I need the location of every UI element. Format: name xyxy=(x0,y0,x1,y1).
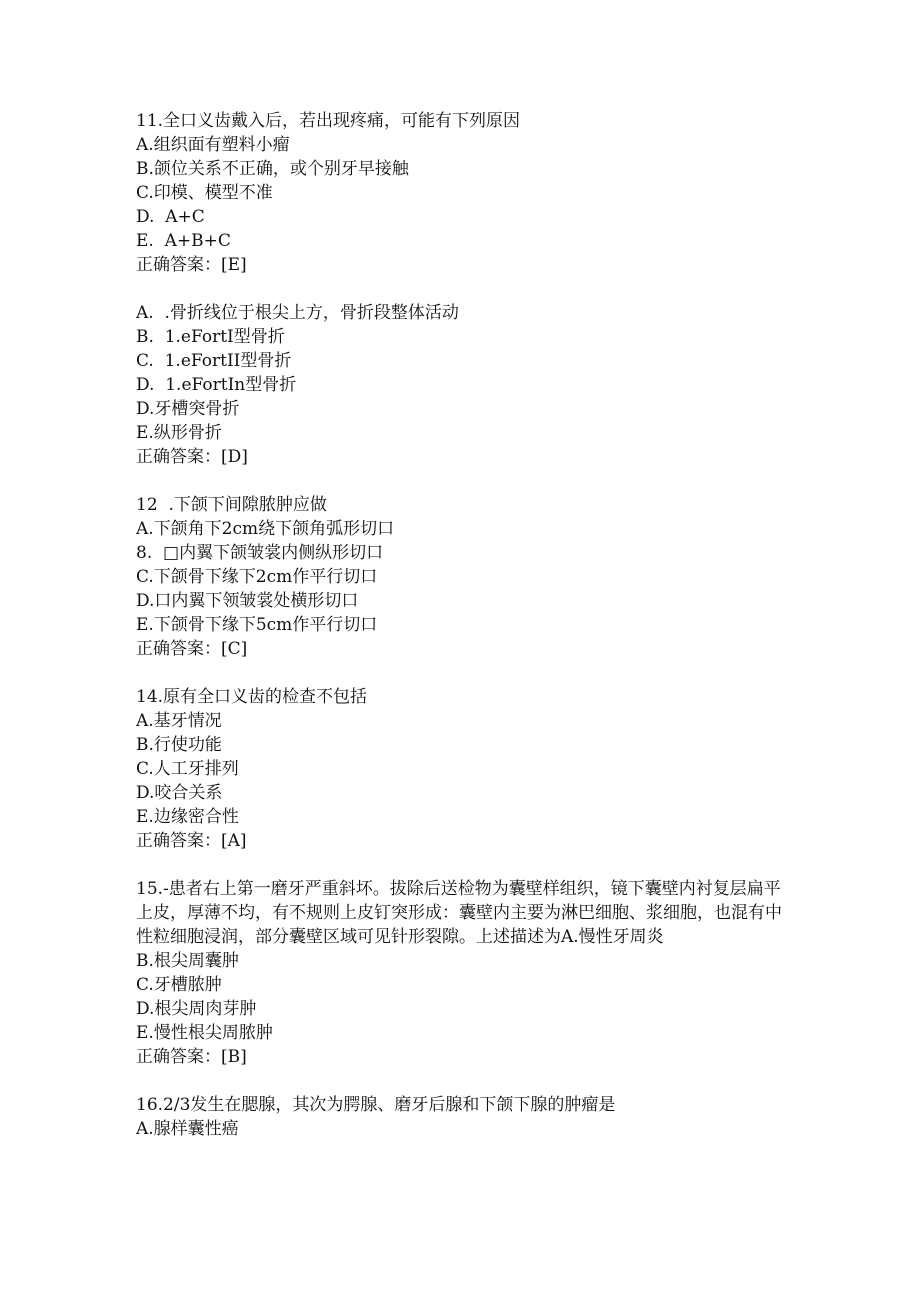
option-line: C.人工牙排列 xyxy=(136,759,239,779)
question-block xyxy=(136,109,786,277)
answer-line: 正确答案：[A] xyxy=(136,831,247,851)
question-stem: 15.-患者右上第一磨牙严重斜坏。拔除后送检物为囊壁样组织，镜下囊壁内衬复层扁平上皮，厚薄不均，有不规则上皮钉突形成：囊壁内主要为淋巴细胞、浆细胞，也混有中性粒细胞浸润，部分囊壁区域可见针形裂隙。上述描述为A.慢性牙周炎 xyxy=(136,879,782,947)
option-line: D.咬合关系 xyxy=(136,783,223,803)
question-block xyxy=(136,1093,786,1141)
answer-line: 正确答案：[E] xyxy=(136,255,247,275)
question-block xyxy=(136,877,786,1069)
question-stem: A. .骨折线位于根尖上方，骨折段整体活动 xyxy=(136,303,459,323)
option-line: E. A+B+C xyxy=(136,231,231,251)
option-line: C.牙槽脓肿 xyxy=(136,975,222,995)
question-stem: 14.原有全口义齿的检查不包括 xyxy=(136,687,368,707)
option-line: B.根尖周囊肿 xyxy=(136,951,239,971)
option-line: B.颌位关系不正确，或个别牙早接触 xyxy=(136,159,409,179)
option-line: B. 1.eFortI型骨折 xyxy=(136,327,285,347)
question-block xyxy=(136,493,786,661)
question-block xyxy=(136,301,786,469)
option-line: 8. □内翼下颌皱裳内侧纵形切口 xyxy=(136,543,384,563)
option-line: E.下颌骨下缘下5cm作平行切口 xyxy=(136,615,378,635)
option-line: D.根尖周肉芽肿 xyxy=(136,999,257,1019)
option-line: E.纵形骨折 xyxy=(136,423,222,443)
answer-line: 正确答案：[D] xyxy=(136,447,248,467)
question-block xyxy=(136,685,786,853)
option-line: D. A+C xyxy=(136,207,205,227)
option-line: D.牙槽突骨折 xyxy=(136,399,240,419)
option-line: E.慢性根尖周脓肿 xyxy=(136,1023,273,1043)
option-line: A.组织面有塑料小瘤 xyxy=(136,135,290,155)
question-stem: 12 .下颌下间隙脓肿应做 xyxy=(136,495,327,515)
question-stem: 16.2/3发生在腮腺，其次为腭腺、磨牙后腺和下颌下腺的肿瘤是 xyxy=(136,1095,616,1115)
option-line: A.基牙情况 xyxy=(136,711,222,731)
option-line: C.印模、模型不准 xyxy=(136,183,273,203)
option-line: D.口内翼下领皱裳处横形切口 xyxy=(136,591,359,611)
option-line: C. 1.eFortII型骨折 xyxy=(136,351,292,371)
option-line: D. 1.eFortIn型骨折 xyxy=(136,375,297,395)
answer-line: 正确答案：[B] xyxy=(136,1047,247,1067)
option-line: E.边缘密合性 xyxy=(136,807,239,827)
option-line: B.行使功能 xyxy=(136,735,222,755)
answer-line: 正确答案：[C] xyxy=(136,639,248,659)
option-line: C.下颌骨下缘下2cm作平行切口 xyxy=(136,567,378,587)
question-list xyxy=(136,109,786,1165)
option-line: A.腺样囊性癌 xyxy=(136,1119,239,1139)
question-stem: 11.全口义齿戴入后，若出现疼痛，可能有下列原因 xyxy=(136,111,521,131)
option-line: A.下颌角下2cm绕下颌角弧形切口 xyxy=(136,519,395,539)
